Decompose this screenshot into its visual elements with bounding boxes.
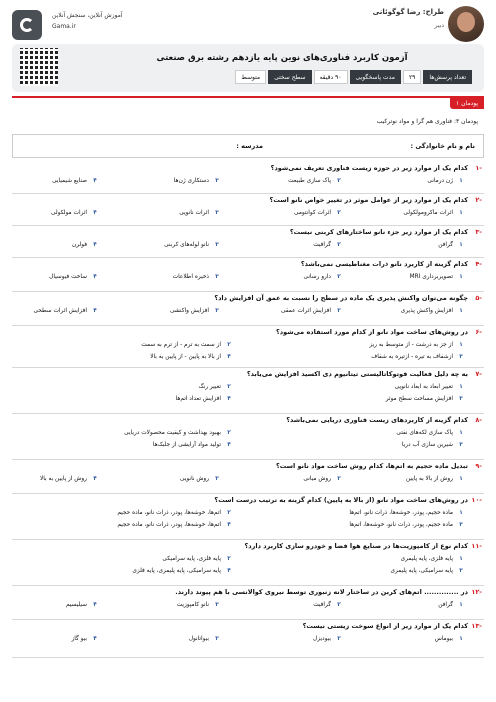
question-text: در .............. اتم‌های کربن در ساختار لانه زنبوری توسط نیروی کوالانسی با هم پیوند دارند. (175, 588, 468, 596)
option-number: ۴ (93, 274, 97, 280)
student-name-label: نام و نام خانوادگی : (410, 142, 475, 150)
section-divider (12, 96, 484, 98)
option-label: افزایش مساحت سطح موثر (385, 396, 453, 402)
question-2 (12, 196, 484, 226)
option-label: روش نانویی (180, 476, 209, 482)
question-number: -۹ (475, 462, 482, 470)
option-number: ۱ (459, 556, 463, 562)
option-number: ۱ (459, 342, 463, 348)
answer-option[interactable] (403, 210, 466, 216)
answer-option[interactable] (150, 354, 234, 360)
option-number: ۴ (93, 602, 97, 608)
question-text: چگونه می‌توان واکنش پذیری یک ماده در سطح را نسبت به عمق آن افزایش داد؟ (214, 294, 468, 302)
answer-option[interactable] (288, 178, 344, 184)
option-label: ژن درمانی (427, 178, 453, 184)
option-label: ذخیره اطلاعات (172, 274, 209, 280)
option-label: پایه فلزی، پایه پلیمری (400, 556, 453, 562)
option-number: ۲ (227, 556, 231, 562)
option-label: از بالا به پایین - از پایین به بالا (150, 354, 221, 360)
option-number: ۳ (459, 396, 463, 402)
option-label: دستکاری ژن‌ها (173, 178, 209, 184)
answer-option[interactable] (49, 274, 100, 280)
option-label: اثرات مولکولی (51, 210, 87, 216)
option-label: بیو گاز (71, 636, 87, 642)
answer-option[interactable] (198, 384, 234, 390)
option-label: بیودیزل (313, 636, 331, 642)
question-text: کدام یک از موارد زیر از عوامل موثر در تغییر خواص نانو است؟ (269, 196, 468, 204)
option-number: ۳ (215, 476, 219, 482)
answer-option[interactable] (386, 396, 466, 402)
answer-option[interactable] (72, 242, 100, 248)
option-label: پایه فلزی، پایه سرامیکی (162, 556, 221, 562)
question-number: -۱ (475, 164, 482, 172)
option-label: افزایش اثرات سطحی (33, 308, 87, 314)
brand-url[interactable]: Gama.ir (52, 23, 76, 30)
option-number: ۲ (227, 510, 231, 516)
option-label: گرافن (438, 242, 453, 248)
answer-option[interactable] (51, 210, 100, 216)
question-text: در روش‌های ساخت مواد نانو (از بالا به پایین) کدام گزینه به ترتیب درست است؟ (214, 496, 468, 504)
option-label: اثرات نانویی (179, 210, 209, 216)
option-label: نانو لوله‌های کربنی (164, 242, 209, 248)
question-number: -۶ (475, 328, 482, 336)
gama-logo-icon[interactable] (12, 10, 42, 40)
question-text: کدام یک از موارد زیر جزء نانو ساختارهای کربنی نیست؟ (289, 228, 468, 236)
section-description: پودمان ۳: فناوری هم گرا و مواد نوترکیب (376, 118, 478, 125)
answer-option[interactable] (427, 178, 466, 184)
answer-option[interactable] (303, 476, 344, 482)
option-label: ماده حجیم، پودر، خوشه‌ها، ذرات نانو، اتم‌ها (349, 510, 453, 516)
option-number: ۱ (459, 178, 463, 184)
question-4 (12, 260, 484, 292)
answer-option[interactable] (162, 556, 234, 562)
answer-option[interactable] (438, 242, 466, 248)
option-label: دارو رسانی (303, 274, 331, 280)
question-number: -۱۱ (471, 542, 482, 550)
answer-option[interactable] (141, 342, 234, 348)
answer-option[interactable] (189, 636, 222, 642)
answer-option[interactable] (177, 602, 222, 608)
option-label: ساخت فیوسیال (49, 274, 87, 280)
answer-option[interactable] (66, 602, 100, 608)
option-number: ۱ (459, 602, 463, 608)
option-number: ۱ (459, 274, 463, 280)
answer-option[interactable] (369, 342, 466, 348)
designer-info (373, 8, 444, 29)
info-value-difficulty: متوسط (235, 70, 266, 84)
option-number: ۴ (227, 522, 231, 528)
answer-option[interactable] (313, 242, 344, 248)
question-1 (12, 164, 484, 194)
option-label: پاک سازی لکه‌های نفتی (396, 430, 453, 436)
option-number: ۳ (459, 442, 463, 448)
option-number: ۱ (459, 384, 463, 390)
option-number: ۴ (227, 354, 231, 360)
option-number: ۴ (227, 568, 231, 574)
qr-code-icon (20, 48, 58, 86)
option-number: ۲ (227, 384, 231, 390)
option-label: بهبود بهداشت و کیفیت محصولات دریایی (124, 430, 221, 436)
option-label: اتم‌ها، خوشه‌ها، پودر، ذرات نانو، ماده حجیم (117, 522, 221, 528)
answer-option[interactable] (180, 476, 222, 482)
answer-option[interactable] (313, 602, 344, 608)
option-label: تغییر رنگ (198, 384, 221, 390)
option-number: ۳ (459, 354, 463, 360)
question-text: کدام گزینه از کاربرد نانو ذرات مغناطیسی نمی‌باشد؟ (300, 260, 468, 268)
option-number: ۲ (337, 308, 341, 314)
option-number: ۱ (459, 476, 463, 482)
exam-info-bar (235, 70, 472, 84)
option-label: ماده حجیم، پودر، ذرات نانو، خوشه‌ها، اتم‌ها (349, 522, 453, 528)
brand-info (52, 12, 123, 30)
option-label: افزایش تعداد اتم‌ها (175, 396, 221, 402)
question-6 (12, 328, 484, 368)
option-number: ۳ (459, 568, 463, 574)
option-number: ۲ (337, 274, 341, 280)
option-label: فولرن (72, 242, 87, 248)
answer-option[interactable] (406, 476, 466, 482)
option-number: ۴ (93, 636, 97, 642)
option-number: ۲ (337, 242, 341, 248)
answer-option[interactable] (396, 430, 466, 436)
student-info-row (12, 134, 484, 158)
answer-option[interactable] (281, 308, 344, 314)
answer-option[interactable] (164, 242, 222, 248)
answer-option[interactable] (117, 510, 234, 516)
brand-slogan: آموزش آنلاین، سنجش آنلاین (52, 12, 123, 19)
answer-option[interactable] (124, 430, 234, 436)
option-label: افزایش اثرات عمقی (281, 308, 331, 314)
question-number: -۲ (475, 196, 482, 204)
question-number: -۷ (475, 370, 482, 378)
info-label-difficulty: سطح سختی (268, 70, 311, 84)
option-number: ۲ (227, 342, 231, 348)
option-label: تصویربرداری MRI (409, 274, 453, 280)
option-label: از سمت به ترم - از ترم به سمت (141, 342, 221, 348)
answer-option[interactable] (33, 308, 100, 314)
answer-option[interactable] (176, 396, 234, 402)
option-number: ۴ (93, 476, 97, 482)
answer-option[interactable] (40, 476, 100, 482)
option-label: اثرات کوانتومی (294, 210, 331, 216)
answer-option[interactable] (438, 602, 466, 608)
option-label: پایه سرامیکی، پایه پلیمری، پایه فلزی (132, 568, 221, 574)
option-number: ۲ (337, 636, 341, 642)
question-8 (12, 416, 484, 460)
option-label: اثرات ماکرومولکولی (403, 210, 453, 216)
option-number: ۴ (93, 178, 97, 184)
answer-option[interactable] (349, 522, 466, 528)
option-label: گرافیت (313, 242, 331, 248)
question-number: -۳ (475, 228, 482, 236)
question-number: -۱۰ (471, 496, 482, 504)
school-label: مدرسه : (236, 142, 263, 150)
option-number: ۳ (215, 636, 219, 642)
answer-option[interactable] (410, 274, 466, 280)
info-value-duration: ۹۰ دقیقه (314, 70, 348, 84)
option-number: ۴ (93, 308, 97, 314)
option-label: نانو کامپوزیت (176, 602, 209, 608)
option-label: روش از بالا به پایین (405, 476, 453, 482)
option-label: تولید مواد آرایشی از جلبک‌ها (152, 442, 221, 448)
option-number: ۱ (459, 510, 463, 516)
question-text: کدام یک از موارد زیر از انواع سوخت زیستی نیست؟ (302, 622, 468, 630)
info-label-duration: مدت پاسخگویی (350, 70, 401, 84)
option-number: ۳ (215, 242, 219, 248)
exam-title: آزمون کاربرد فناوری‌های نوین پایه یازدهم رشته برق صنعتی (156, 53, 408, 63)
answer-option[interactable] (52, 178, 100, 184)
answer-option[interactable] (303, 274, 344, 280)
option-number: ۴ (227, 396, 231, 402)
answer-option[interactable] (179, 210, 222, 216)
option-number: ۲ (337, 210, 341, 216)
option-label: از جز به درشت - از متوسط به ریز (369, 342, 453, 348)
answer-option[interactable] (371, 354, 466, 360)
answer-option[interactable] (132, 568, 234, 574)
option-number: ۲ (337, 476, 341, 482)
option-label: روش میانی (303, 476, 331, 482)
option-label: اتم‌ها، خوشه‌ها، پودر، ذرات نانو، ماده حجیم (117, 510, 221, 516)
option-label: بیوماس (434, 636, 453, 642)
question-12 (12, 588, 484, 620)
question-3 (12, 228, 484, 258)
question-number: -۸ (475, 416, 482, 424)
designer-role: دبیر (434, 22, 444, 29)
option-label: روش از پایین به بالا (39, 476, 87, 482)
option-label: گرافن (438, 602, 453, 608)
answer-option[interactable] (390, 568, 466, 574)
option-label: شیرین سازی آب دریا (401, 442, 453, 448)
answer-option[interactable] (401, 556, 466, 562)
option-number: ۱ (459, 242, 463, 248)
option-number: ۳ (215, 210, 219, 216)
question-number: -۱۳ (471, 622, 482, 630)
info-value-count: ۲۹ (403, 70, 421, 84)
question-7 (12, 370, 484, 414)
question-number: -۵ (475, 294, 482, 302)
question-13 (12, 622, 484, 658)
option-number: ۳ (215, 308, 219, 314)
question-text: به چه دلیل فعالیت فوتوکاتالیستی تیتانیوم دی اکسید افزایش می‌یابد؟ (246, 370, 468, 378)
option-label: گرافیت (313, 602, 331, 608)
answer-option[interactable] (349, 510, 466, 516)
option-label: صنایع شیمیایی (52, 178, 87, 184)
option-number: ۴ (93, 242, 97, 248)
answer-option[interactable] (153, 442, 234, 448)
option-number: ۳ (459, 522, 463, 528)
option-number: ۲ (337, 178, 341, 184)
option-number: ۴ (93, 210, 97, 216)
option-number: ۲ (337, 602, 341, 608)
question-5 (12, 294, 484, 326)
option-label: پاک سازی طبیعت (288, 178, 331, 184)
option-number: ۱ (459, 636, 463, 642)
answer-option[interactable] (435, 636, 466, 642)
answer-option[interactable] (402, 442, 466, 448)
answer-option[interactable] (170, 308, 222, 314)
answer-option[interactable] (117, 522, 234, 528)
option-label: افزایش واکنش پذیری (400, 308, 453, 314)
question-text: در روش‌های ساخت مواد نانو از کدام مورد استفاده می‌شود؟ (276, 328, 468, 336)
answer-option[interactable] (395, 384, 466, 390)
option-number: ۴ (227, 442, 231, 448)
designer-name: طراح: رضا گوگوئانی (372, 8, 444, 16)
option-label: تغییر ابعاد به ابعاد نانویی (394, 384, 453, 390)
option-number: ۳ (215, 274, 219, 280)
option-label: افزایش واکنشی (170, 308, 209, 314)
option-number: ۲ (227, 430, 231, 436)
designer-avatar (448, 6, 484, 42)
option-number: ۱ (459, 308, 463, 314)
info-label-count: تعداد پرسش‌ها (423, 70, 472, 84)
answer-option[interactable] (71, 636, 100, 642)
option-number: ۳ (215, 602, 219, 608)
question-text: تبدیل ماده حجیم به اتم‌ها، کدام روش ساخت مواد نانو است؟ (275, 462, 468, 470)
option-number: ۱ (459, 430, 463, 436)
answer-option[interactable] (173, 274, 222, 280)
option-label: پایه سرامیکی، پایه پلیمری (390, 568, 453, 574)
question-11 (12, 542, 484, 586)
question-text: کدام گزینه از کاربردهای زیست فناوری دریایی نمی‌باشد؟ (286, 416, 468, 424)
question-9 (12, 462, 484, 494)
question-10 (12, 496, 484, 540)
answer-option[interactable] (401, 308, 466, 314)
option-label: سیلیسیم (65, 602, 87, 608)
answer-option[interactable] (174, 178, 222, 184)
answer-option[interactable] (294, 210, 344, 216)
section-tag: پودمان ۱ (450, 98, 484, 109)
question-text: کدام یک از موارد زیر در حوزه زیست فناوری تعریف نمی‌شود؟ (270, 164, 468, 172)
question-text: کدام نوع از کامپوزیت‌ها در صنایع هوا فضا و خودرو سازی کاربرد دارد؟ (244, 542, 468, 550)
option-number: ۳ (215, 178, 219, 184)
question-number: -۴ (475, 260, 482, 268)
option-number: ۱ (459, 210, 463, 216)
option-label: بیواتانول (188, 636, 209, 642)
answer-option[interactable] (313, 636, 344, 642)
option-label: ازشفاف به تیره - ازتیره به شفاف (371, 354, 453, 360)
header (0, 0, 496, 48)
question-number: -۱۲ (471, 588, 482, 596)
